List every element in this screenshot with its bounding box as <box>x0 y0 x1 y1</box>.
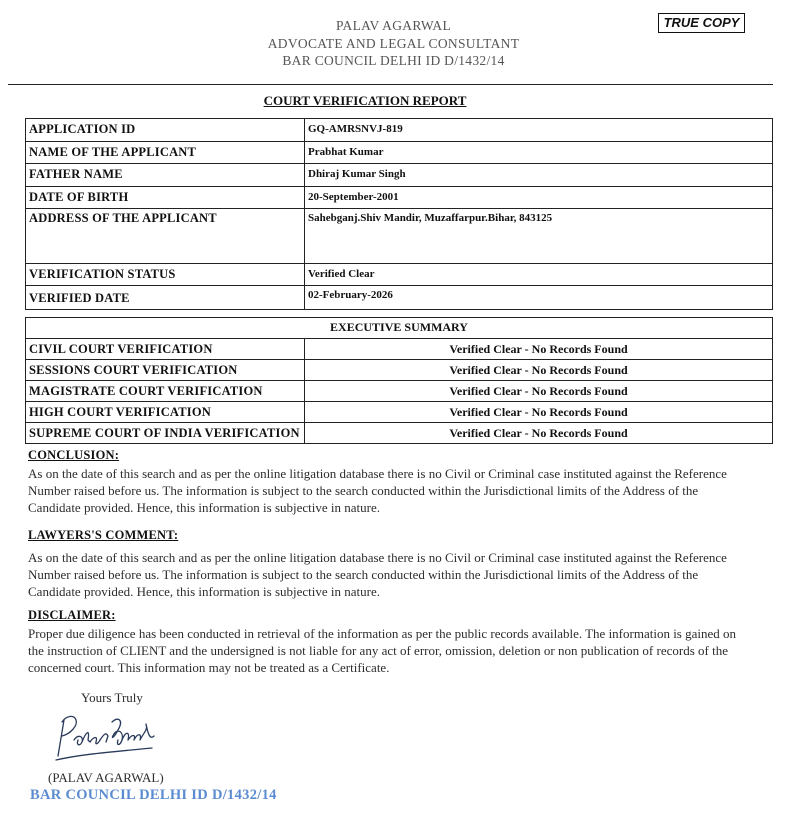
table-row <box>26 142 773 164</box>
applicant-details-table <box>25 118 773 310</box>
table-row <box>26 423 773 444</box>
lawyers-comment-heading: LAWYERS'S COMMENT: <box>28 528 179 542</box>
summary-label: SUPREME COURT OF INDIA VERIFICATION <box>26 423 305 444</box>
detail-label: APPLICATION ID <box>26 119 305 142</box>
conclusion-text <box>28 465 727 516</box>
detail-label: FATHER NAME <box>26 164 305 187</box>
summary-header-row <box>26 318 773 339</box>
detail-value: Sahebganj.Shiv Mandir, Muzaffarpur.Bihar, 843125 <box>305 209 773 264</box>
signatory-name: (PALAV AGARWAL) <box>48 770 164 785</box>
conclusion-heading: CONCLUSION: <box>28 448 120 462</box>
closing-text: Yours Truly <box>81 690 143 705</box>
lawyers-comment-line: Number raised before us. The information is subject to the search conducted within the Jurisdictional limits of the Address of the <box>28 567 699 582</box>
table-row <box>26 264 773 286</box>
table-row <box>26 164 773 187</box>
summary-label: CIVIL COURT VERIFICATION <box>26 339 305 360</box>
conclusion-line: As on the date of this search and as per the online litigation database there is no Civil or Criminal case instituted against the Reference <box>28 466 727 481</box>
executive-summary-title: EXECUTIVE SUMMARY <box>26 318 773 339</box>
conclusion-line: Candidate provided. Hence, this information is subjective in nature. <box>28 500 380 515</box>
table-row <box>26 286 773 310</box>
summary-value: Verified Clear - No Records Found <box>305 423 773 444</box>
table-row <box>26 187 773 209</box>
letterhead-bar-id: BAR COUNCIL DELHI ID D/1432/14 <box>282 53 505 68</box>
lawyers-comment-line: As on the date of this search and as per the online litigation database there is no Civil or Criminal case instituted against the Reference <box>28 550 727 565</box>
header-divider <box>8 84 773 85</box>
table-row <box>26 381 773 402</box>
detail-value: GQ-AMRSNVJ-819 <box>305 119 773 142</box>
summary-value: Verified Clear - No Records Found <box>305 360 773 381</box>
report-title: COURT VERIFICATION REPORT <box>263 93 467 108</box>
table-row <box>26 119 773 142</box>
executive-summary-table <box>25 317 773 444</box>
letterhead-name: PALAV AGARWAL <box>335 18 452 33</box>
table-row <box>26 360 773 381</box>
disclaimer-line: Proper due diligence has been conducted in retrieval of the information as per the public records available. The information is gained on <box>28 626 737 641</box>
handwritten-signature <box>52 710 167 765</box>
signatory-bar-id: BAR COUNCIL DELHI ID D/1432/14 <box>30 787 277 803</box>
detail-value: Dhiraj Kumar Singh <box>305 164 773 187</box>
detail-value: 02-February-2026 <box>305 286 773 310</box>
letterhead-designation: ADVOCATE AND LEGAL CONSULTANT <box>267 36 520 51</box>
lawyers-comment-line: Candidate provided. Hence, this information is subjective in nature. <box>28 584 380 599</box>
summary-value: Verified Clear - No Records Found <box>305 381 773 402</box>
summary-label: HIGH COURT VERIFICATION <box>26 402 305 423</box>
detail-label: ADDRESS OF THE APPLICANT <box>26 209 305 264</box>
table-row <box>26 402 773 423</box>
disclaimer-text <box>28 625 736 676</box>
table-row <box>26 339 773 360</box>
detail-value: Prabhat Kumar <box>305 142 773 164</box>
detail-label: NAME OF THE APPLICANT <box>26 142 305 164</box>
disclaimer-heading: DISCLAIMER: <box>28 608 116 622</box>
detail-label: VERIFICATION STATUS <box>26 264 305 286</box>
lawyers-comment-text <box>28 549 727 600</box>
detail-label: VERIFIED DATE <box>26 286 305 310</box>
disclaimer-line: concerned court. This information may not be treated as a Certificate. <box>28 660 390 675</box>
conclusion-line: Number raised before us. The information is subject to the search conducted within the Jurisdictional limits of the Address of the <box>28 483 699 498</box>
true-copy-badge: TRUE COPY <box>658 13 745 33</box>
summary-value: Verified Clear - No Records Found <box>305 339 773 360</box>
detail-value: Verified Clear <box>305 264 773 286</box>
disclaimer-line: the instruction of CLIENT and the undersigned is not liable for any act of error, omission, deletion or non publication of records of the <box>28 643 728 658</box>
table-row <box>26 209 773 264</box>
summary-label: MAGISTRATE COURT VERIFICATION <box>26 381 305 402</box>
detail-value: 20-September-2001 <box>305 187 773 209</box>
summary-label: SESSIONS COURT VERIFICATION <box>26 360 305 381</box>
summary-value: Verified Clear - No Records Found <box>305 402 773 423</box>
detail-label: DATE OF BIRTH <box>26 187 305 209</box>
